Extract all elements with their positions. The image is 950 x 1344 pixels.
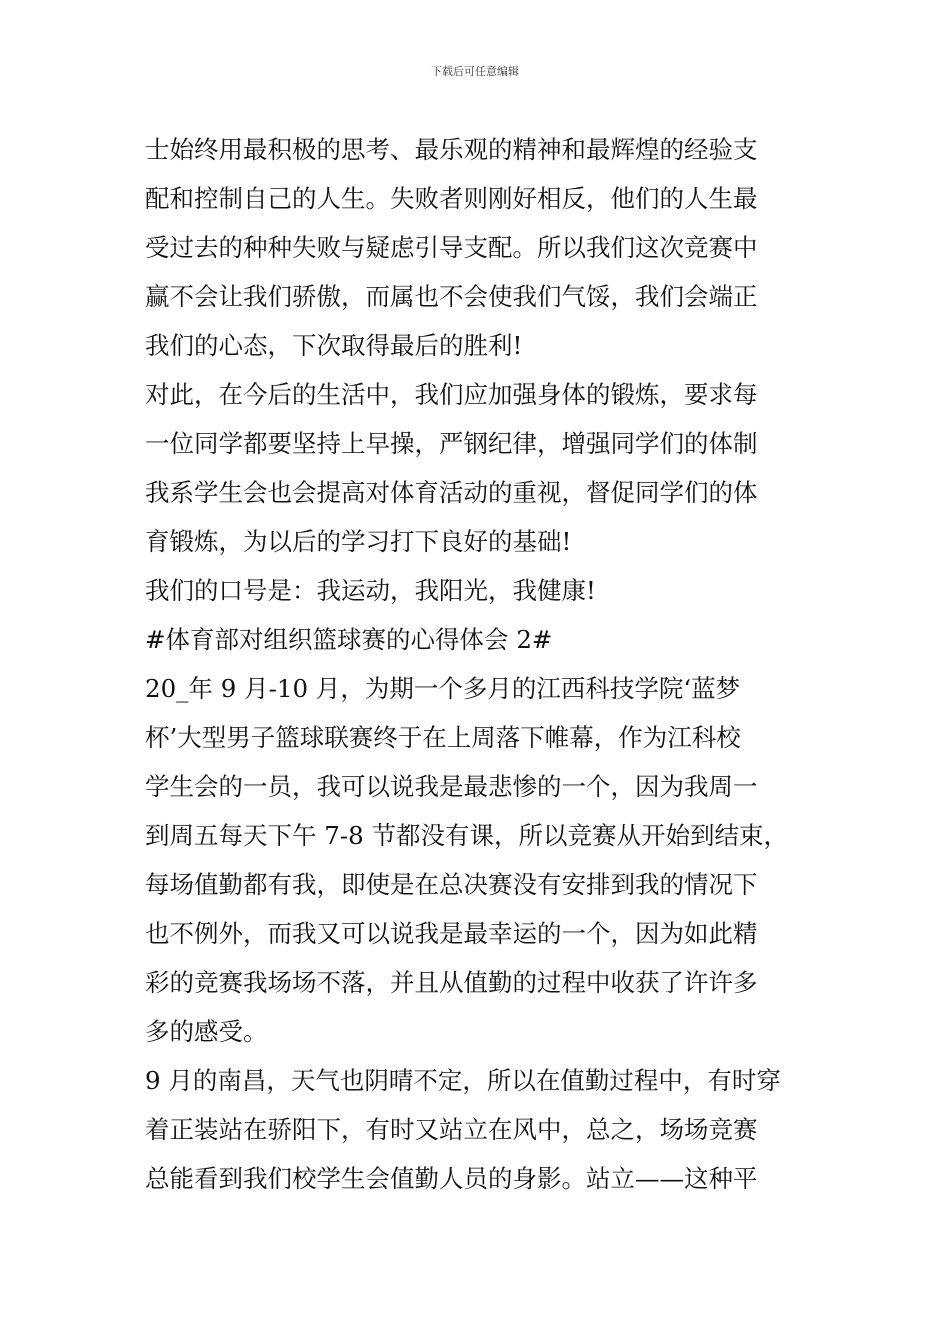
text-line: 着正装站在骄阳下，有时又站立在风中，总之，场场竞赛 [145,1115,758,1144]
section-heading: #体育部对组织篮球赛的心得体会 2# [145,625,553,654]
text-line: 彩的竞赛我场场不落，并且从值勤的过程中收获了许许多 [145,968,758,997]
text-line: 每场值勤都有我，即使是在总决赛没有安排到我的情况下 [145,870,758,899]
text-line: 杯’大型男子篮球联赛终于在上周落下帷幕，作为江科校 [145,723,741,752]
text-line: 配和控制自己的人生。失败者则刚好相反，他们的人生最 [145,184,758,213]
text-line: 对此，在今后的生活中，我们应加强身体的锻炼，要求每 [145,380,758,409]
text-line: 我们的心态，下次取得最后的胜利! [145,331,523,360]
text-line: 士始终用最积极的思考、最乐观的精神和最辉煌的经验支 [145,135,758,164]
text-line: 育锻炼，为以后的学习打下良好的基础! [145,527,572,556]
text-line: 我系学生会也会提高对体育活动的重视，督促同学们的体 [145,478,758,507]
text-line: 我们的口号是：我运动，我阳光，我健康! [145,576,596,605]
text-line: 20_年 9 月-10 月，为期一个多月的江西科技学院‘蓝梦 [145,674,741,703]
document-body [145,125,815,1203]
page-header: 下载后可任意编辑 [431,65,519,78]
text-line: 一位同学都要坚持上早操，严钢纪律，增强同学们的体制 [145,429,758,458]
text-line: 多的感受。 [145,1017,268,1046]
text-line: 到周五每天下午 7-8 节都没有课，所以竞赛从开始到结束， [145,821,789,850]
text-line: 总能看到我们校学生会值勤人员的身影。站立——这种平 [145,1164,758,1193]
text-line: 赢不会让我们骄傲，而属也不会使我们气馁，我们会端正 [145,282,758,311]
text-line: 也不例外，而我又可以说我是最幸运的一个，因为如此精 [145,919,758,948]
text-line: 受过去的种种失败与疑虑引导支配。所以我们这次竞赛中 [145,233,758,262]
text-line: 9 月的南昌，天气也阴晴不定，所以在值勤过程中，有时穿 [145,1066,781,1095]
text-line: 学生会的一员，我可以说我是最悲惨的一个，因为我周一 [145,772,758,801]
